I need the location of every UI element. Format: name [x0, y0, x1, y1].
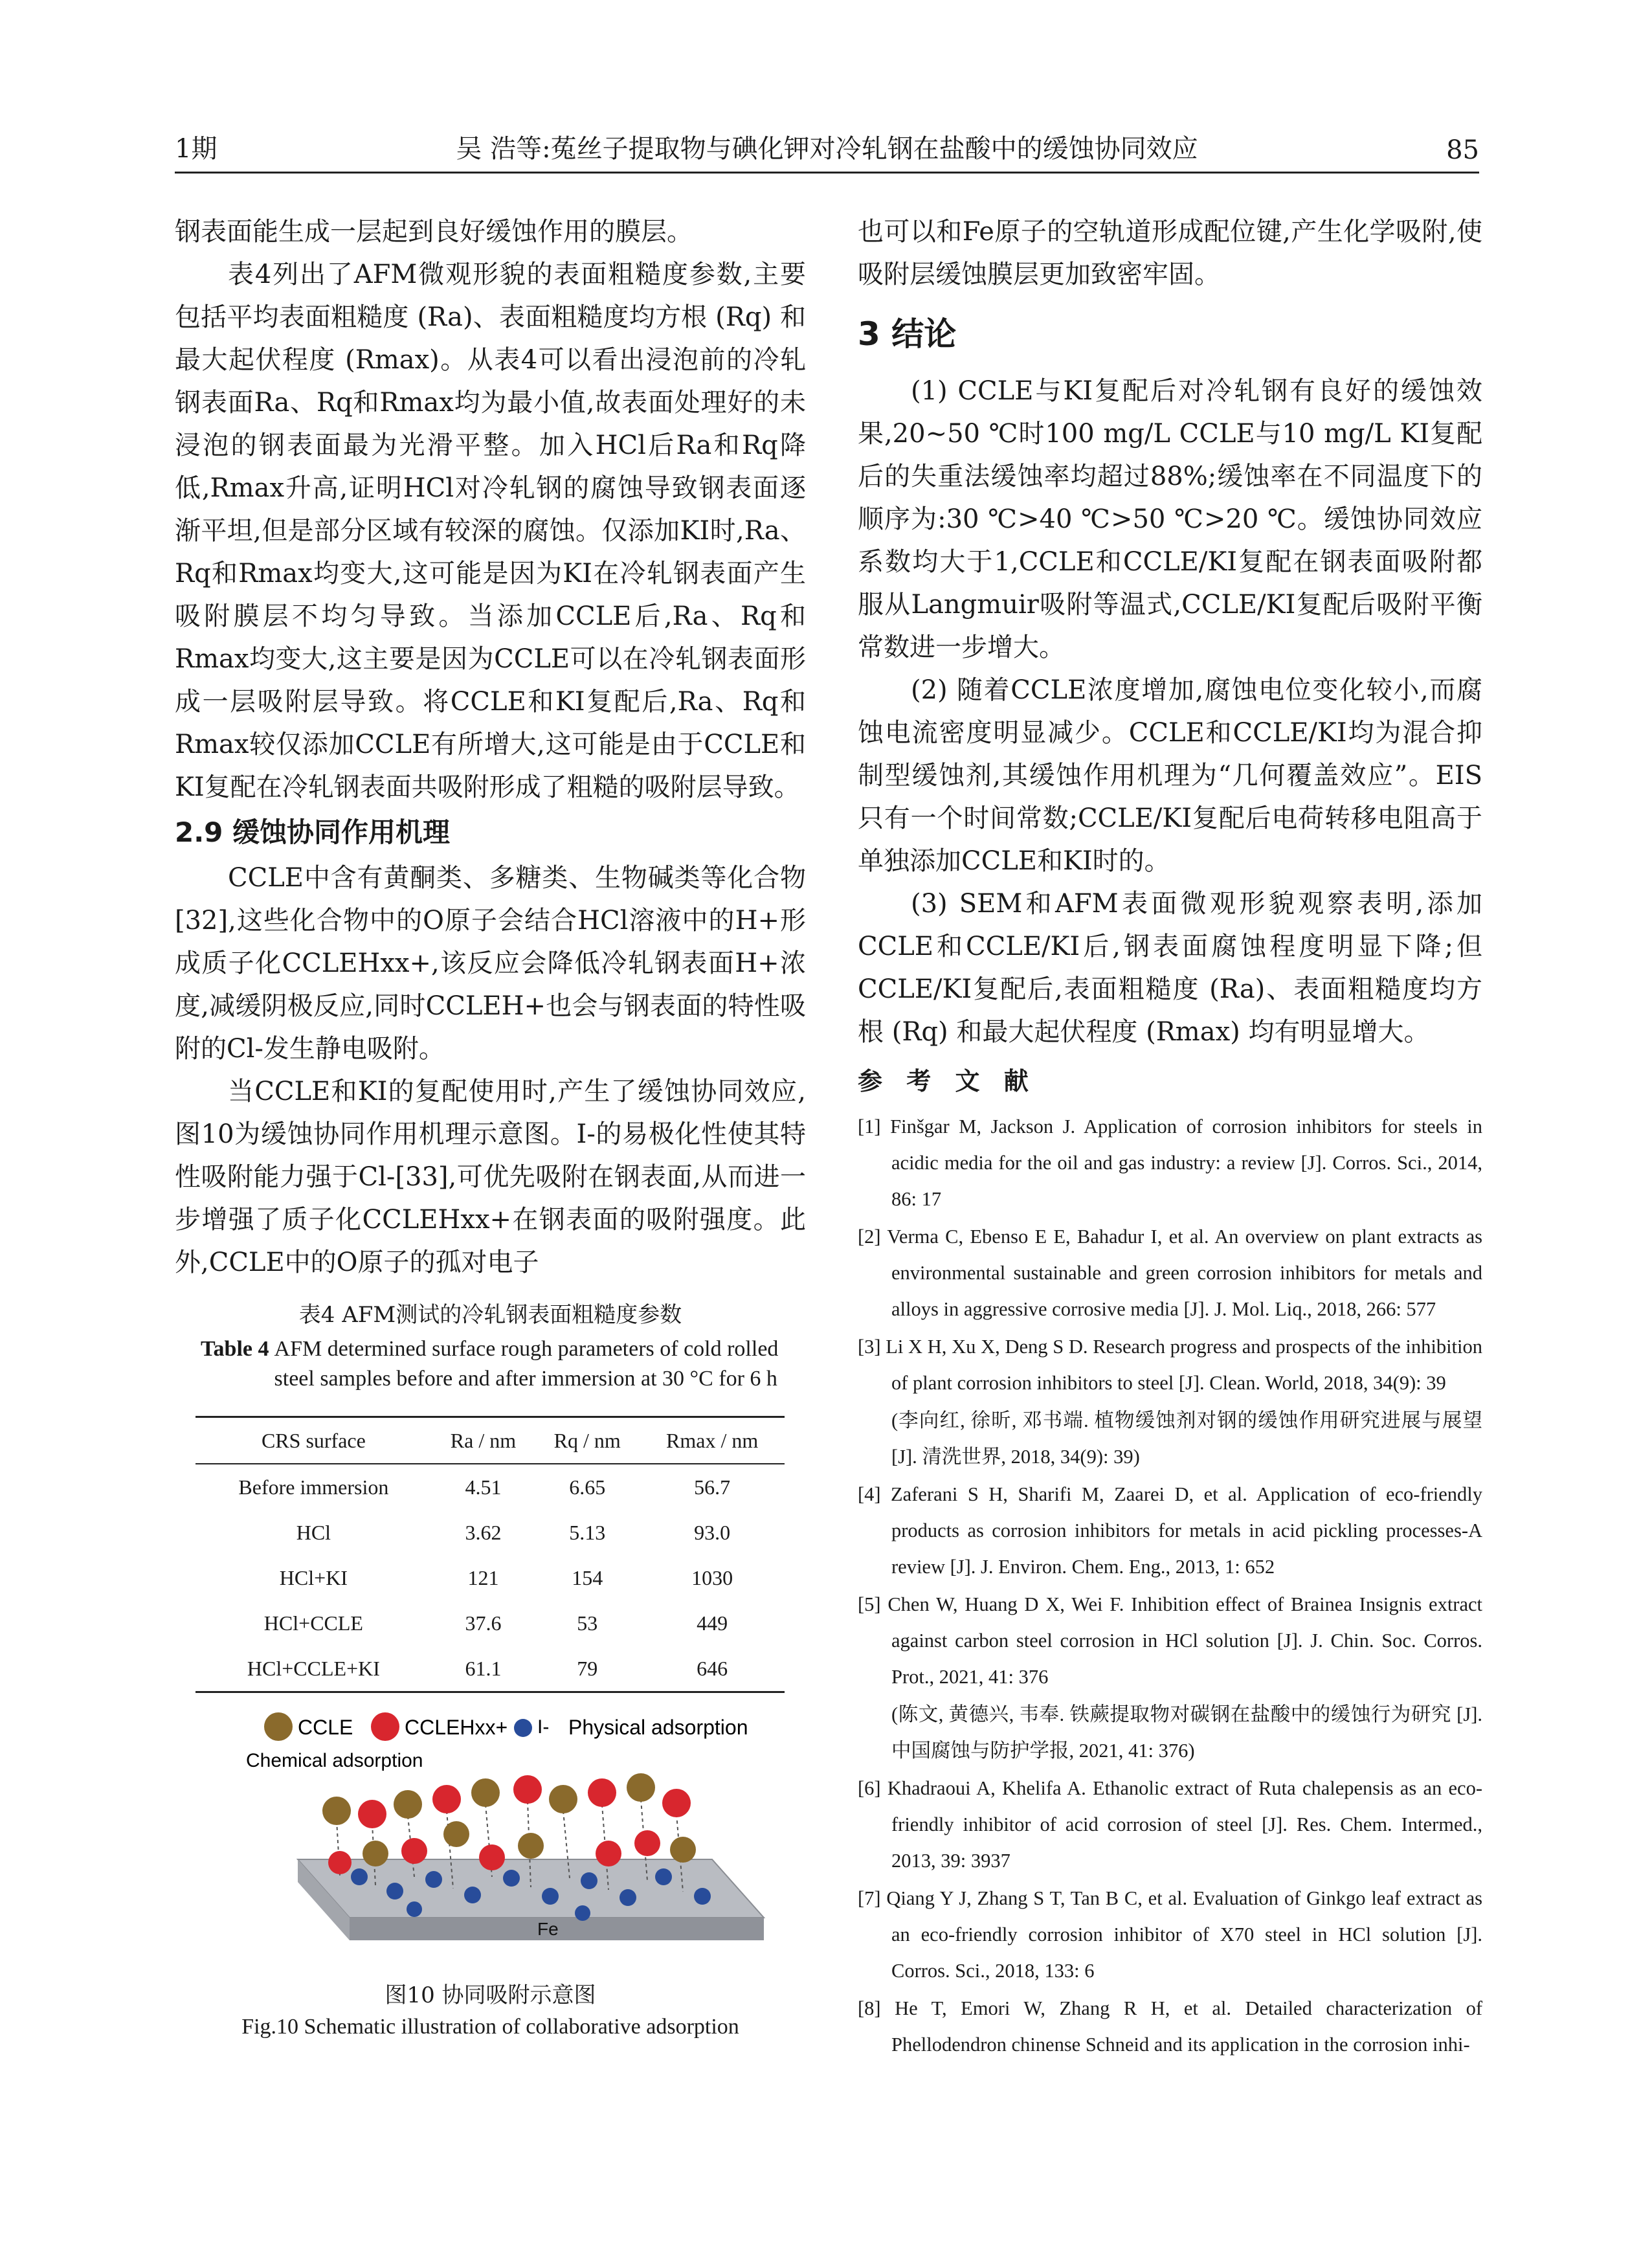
table-cell: 154 — [572, 1565, 603, 1589]
table-header: CRS surface — [261, 1428, 366, 1452]
reference-list — [858, 1108, 1482, 2063]
reference-item: [5] Chen W, Huang D X, Wei F. Inhibition effect of Brainea Insignis extract against carbon steel corrosion in HCl solution [J]. J. Chin. Soc. Corros. Prot., 2021, 41: 376 — [858, 1593, 1482, 1688]
table-cell: 3.62 — [465, 1520, 502, 1544]
table-row — [195, 1464, 785, 1510]
iodide-legend-ball — [514, 1719, 532, 1737]
section-heading-conclusion: 3 结论 — [858, 315, 957, 353]
table-header-row — [195, 1417, 785, 1464]
paragraph: CCLE中含有黄酮类、多糖类、生物碱类等化合物[32],这些化合物中的O原子会结合HCl溶液中的H+形成质子化CCLEHxx+,该反应会降低冷轧钢表面H+浓度,减缓阴极反应,同时CCLEH+也会与钢表面的特性吸附的Cl-发生静电吸附。 — [175, 863, 806, 1064]
fe-label: Fe — [537, 1919, 559, 1939]
table-cell: Before immersion — [238, 1475, 389, 1499]
table-header: Rmax / nm — [666, 1428, 759, 1452]
table-cell: HCl+CCLE — [263, 1611, 363, 1635]
issue-number: 1期 — [175, 134, 218, 164]
reference-item: [4] Zaferani S H, Sharifi M, Zaarei D, et al. Application of eco-friendly products as corrosion inhibitors for metals in acid pickling processes-A review [J]. J. Environ. Chem. Eng., 2013, 1: 652 — [858, 1483, 1482, 1578]
table-cell: 93.0 — [694, 1520, 731, 1544]
reference-item-cn: (李向红, 徐昕, 邓书端. 植物缓蚀剂对钢的缓蚀作用研究进展与展望 [J]. 清洗世界, 2018, 34(9): 39) — [891, 1409, 1482, 1468]
ccle-legend-ball — [264, 1712, 293, 1741]
legend-iodide: I- — [537, 1716, 550, 1738]
table-cell: 449 — [697, 1611, 728, 1635]
table-row — [195, 1600, 785, 1646]
left-column — [175, 210, 806, 2043]
reference-item: [1] Finšgar M, Jackson J. Application of corrosion inhibitors for steels in acidic media for the oil and gas industry: a review [J]. Corros. Sci., 2014, 86: 17 — [858, 1115, 1482, 1210]
cclehx-legend-ball — [371, 1712, 399, 1741]
physical-adsorption-label: Physical adsorption — [568, 1716, 748, 1739]
section-heading: 2.9 缓蚀协同作用机理 — [175, 816, 451, 848]
references-heading: 参 考 文 献 — [858, 1067, 1036, 1095]
reference-item: [3] Li X H, Xu X, Deng S D. Research progress and prospects of the inhibition of plant corrosion inhibitors to steel [J]. Clean. World, 2018, 34(9): 39 — [858, 1336, 1482, 1394]
table-cell: 5.13 — [569, 1520, 606, 1544]
reference-item: [7] Qiang Y J, Zhang S T, Tan B C, et al. Evaluation of Ginkgo leaf extract as an eco-friendly corrosion inhibitor of X70 steel in HCl solution [J]. Corros. Sci., 2018, 133: 6 — [858, 1887, 1482, 1982]
legend-cclehx: CCLEHxx+ — [405, 1716, 508, 1739]
reference-item: [8] He T, Emori W, Zhang R H, et al. Detailed characterization of Phellodendron chinense Schneid and its application in the corrosion inhi- — [858, 1997, 1482, 2056]
right-column — [858, 210, 1482, 2064]
conclusion-item: (2) 随着CCLE浓度增加,腐蚀电位变化较小,而腐蚀电流密度明显减少。CCLE和CCLE/KI均为混合抑制型缓蚀剂,其缓蚀作用机理为“几何覆盖效应”。EIS只有一个时间常数;CCLE/KI复配后电荷转移电阻高于单独添加CCLE和KI时的。 — [858, 675, 1482, 876]
reference-item-cn: (陈文, 黄德兴, 韦奉. 铁蕨提取物对碳钢在盐酸中的缓蚀行为研究 [J]. 中国腐蚀与防护学报, 2021, 41: 376) — [891, 1703, 1482, 1762]
table-cell: 121 — [467, 1565, 499, 1589]
table-row — [195, 1646, 785, 1692]
table-caption-en — [201, 1334, 806, 1394]
roughness-table — [195, 1416, 785, 1693]
table-label: Table 4 — [201, 1337, 269, 1361]
reference-item: [2] Verma C, Ebenso E E, Bahadur I, et al. An overview on plant extracts as environmental sustainable and green corrosion inhibitors for metals and alloys in aggressive corrosive media [J]. J. Mol. Liq., 2018, 266: 577 — [858, 1226, 1482, 1320]
table-cell: HCl+KI — [279, 1565, 348, 1589]
figure-caption-cn: 图10 协同吸附示意图 — [385, 1982, 596, 2008]
table-cell: 79 — [577, 1656, 598, 1680]
paragraph: 钢表面能生成一层起到良好缓蚀作用的膜层。 — [175, 217, 693, 247]
table-header: Ra / nm — [450, 1428, 517, 1452]
table-cell: 61.1 — [465, 1656, 502, 1680]
paragraph: 当CCLE和KI的复配使用时,产生了缓蚀协同效应,图10为缓蚀协同作用机理示意图。I-的易极化性使其特性吸附能力强于Cl-[33],可优先吸附在钢表面,从而进一步增强了质子化CCLEHxx+在钢表面的吸附强度。此外,CCLE中的O原子的孤对电子 — [175, 1077, 806, 1277]
conclusion-item: (1) CCLE与KI复配后对冷轧钢有良好的缓蚀效果,20~50 ℃时100 mg/L CCLE与10 mg/L KI复配后的失重法缓蚀率均超过88%;缓蚀率在不同温度下的顺序为:30 ℃>40 ℃>50 ℃>20 ℃。缓蚀协同效应系数均大于1,CCLE和CCLE/KI复配在钢表面吸附都服从Langmuir吸附等温式,CCLE/KI复配后吸附平衡常数进一步增大。 — [858, 376, 1482, 662]
page-number: 85 — [1446, 135, 1479, 165]
figure-caption-en: Fig.10 Schematic illustration of collaborative adsorption — [241, 2015, 739, 2039]
table-cell: 53 — [577, 1611, 598, 1635]
table-header: Rq / nm — [553, 1428, 621, 1452]
running-header — [175, 133, 1479, 174]
paragraph: 表4列出了AFM微观形貌的表面粗糙度参数,主要包括平均表面粗糙度 (Ra)、表面粗糙度均方根 (Rq) 和最大起伏程度 (Rmax)。从表4可以看出浸泡前的冷轧钢表面Ra、Rq和Rmax均为最小值,故表面处理好的未浸泡的钢表面最为光滑平整。加入HCl后Ra和Rq降低,Rmax升高,证明HCl对冷轧钢的腐蚀导致钢表面逐渐平坦,但是部分区域有较深的腐蚀。仅添加KI时,Ra、Rq和Rmax均变大,这可能是因为KI在冷轧钢表面产生吸附膜层不均匀导致。当添加CCLE后,Ra、Rq和Rmax均变大,这主要是因为CCLE可以在冷轧钢表面形成一层吸附层导致。将CCLE和KI复配后,Ra、Rq和Rmax较仅添加CCLE有所增大,这可能是由于CCLE和KI复配在冷轧钢表面共吸附形成了粗糙的吸附层导致。 — [175, 260, 806, 802]
reference-item: [6] Khadraoui A, Khelifa A. Ethanolic extract of Ruta chalepensis as an eco-friendly inhibitor of acid corrosion of steel [J]. Res. Chem. Intermed., 2013, 39: 3937 — [858, 1777, 1482, 1872]
paragraph: 也可以和Fe原子的空轨道形成配位键,产生化学吸附,使吸附层缓蚀膜层更加致密牢固。 — [858, 217, 1482, 289]
adsorption-diagram — [201, 1707, 790, 1979]
table-cell: HCl — [296, 1520, 331, 1544]
table-caption-cn: 表4 AFM测试的冷轧钢表面粗糙度参数 — [298, 1302, 682, 1328]
table-cell: 1030 — [691, 1565, 733, 1589]
fe-slab-top — [298, 1859, 764, 1918]
chemical-adsorption-label: Chemical adsorption — [246, 1750, 423, 1771]
table-row — [195, 1555, 785, 1600]
table-cell: HCl+CCLE+KI — [247, 1656, 380, 1680]
table-cell: 56.7 — [694, 1475, 731, 1499]
table-cell: 37.6 — [465, 1611, 502, 1635]
table-caption-text: AFM determined surface rough parameters of cold rolled steel samples before and after immersion at 30 °C for 6 h — [274, 1337, 779, 1391]
adsorption-figure — [201, 1707, 790, 1979]
table-cell: 4.51 — [465, 1475, 502, 1499]
table-row — [195, 1510, 785, 1555]
table-cell: 6.65 — [569, 1475, 606, 1499]
running-title: 吴 浩等:菟丝子提取物与碘化钾对冷轧钢在盐酸中的缓蚀协同效应 — [456, 134, 1198, 164]
table-cell: 646 — [697, 1656, 728, 1680]
conclusion-item: (3) SEM和AFM表面微观形貌观察表明,添加CCLE和CCLE/KI后,钢表面腐蚀程度明显下降;但CCLE/KI复配后,表面粗糙度 (Ra)、表面粗糙度均方根 (Rq) 和最大起伏程度 (Rmax) 均有明显增大。 — [858, 889, 1482, 1047]
legend-ccle: CCLE — [298, 1716, 353, 1739]
